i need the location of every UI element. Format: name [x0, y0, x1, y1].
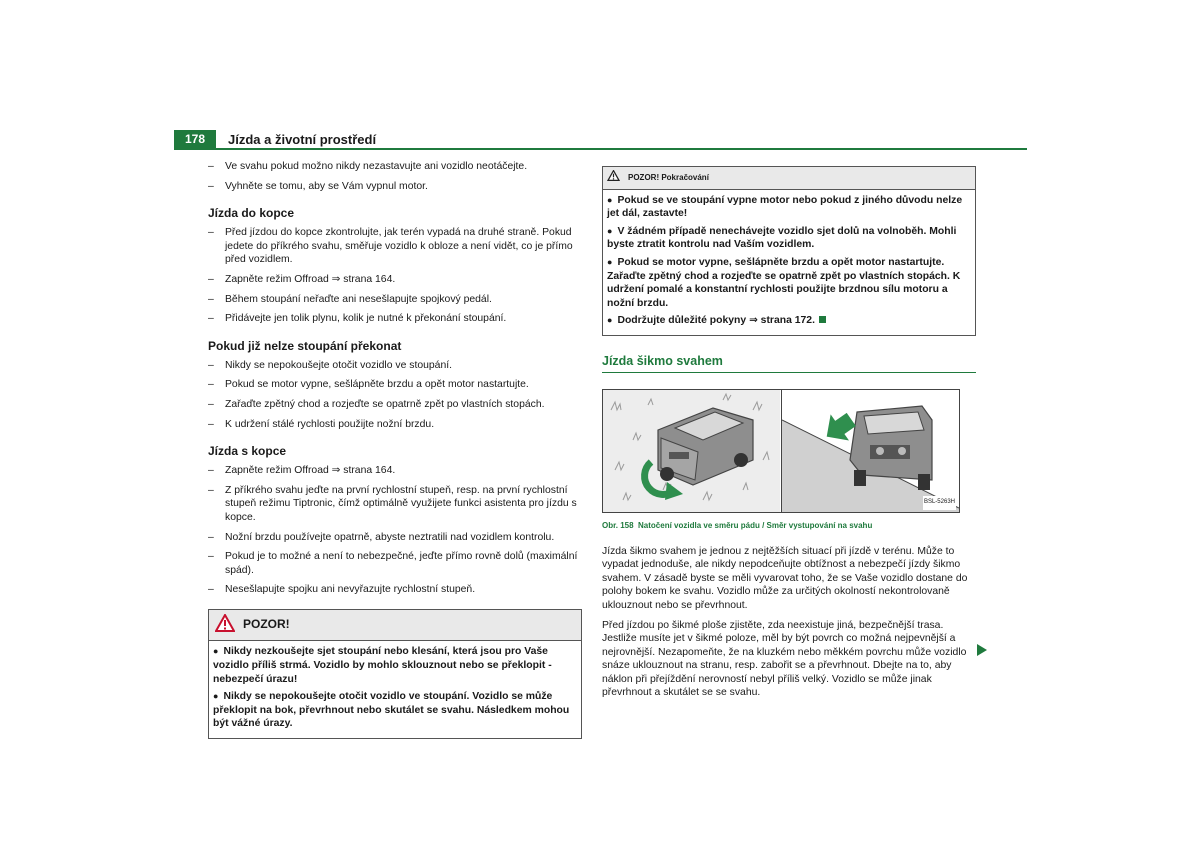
list-item: – Před jízdou do kopce zkontrolujte, jak terén vypadá na druhé straně. Pokud jedete do příkrého svahu, směřuje vozidlo k obloze a není vidět, co je přímo před vozidlem. — [208, 226, 582, 267]
figure-caption: Obr. 158 Natočení vozidla ve směru pádu / Směr vystupování na svahu — [602, 520, 873, 530]
header-rule — [174, 148, 1027, 150]
bullet-icon: ● — [607, 256, 613, 267]
warning-title: POZOR! Pokračování — [628, 173, 709, 182]
page-header-title: Jízda a životní prostředí — [228, 132, 377, 147]
section-rule — [602, 372, 976, 373]
warning-title: POZOR! — [243, 617, 290, 632]
list-item: – Pokud je to možné a není to nebezpečné, jeďte přímo rovně dolů (maximální spád). — [208, 550, 582, 577]
warning-item: ● Dodržujte důležité pokyny ⇒ strana 172. — [607, 314, 971, 328]
warning-continued-box — [602, 166, 976, 336]
continue-arrow-icon — [977, 643, 987, 661]
end-mark-icon — [819, 316, 826, 323]
section-heading-downhill: Jízda s kopce — [208, 444, 287, 459]
list-item: – Pokud se motor vypne, sešlápněte brzdu a opět motor nastartujte. — [208, 378, 582, 392]
paragraph: Jízda šikmo svahem je jednou z nejtěžších situací při jízdě v terénu. Může to vypadat jednoduše, ale nikdy nepodceňujte obtížnost a nebezpečí jízdy šikmo svahem. V zásadě byste se měli vyvarovat toho, že se Vaše vozidlo dostane do polohy bokem ke svahu. Vozidlo může za určitých okolností nekontrolovaně uklouznout nebo se převrhnout. — [602, 545, 968, 611]
warning-triangle-icon — [215, 614, 235, 637]
paragraph: Před jízdou po šikmé ploše zjistěte, zda neexistuje jiná, bezpečnější trasa. Jestliže musíte jet v šikmé poloze, měl by být povrch co možná nejpevnější a nejrovnější. Nezapomeňte, že na kluzkém nebo měkkém povrchu může vozidlo snáze uklouznout na stranu, resp. zabořit se a převrhnout. Dbejte na to, aby náklon při přejíždění nerovností nebyl příliš velký. Vozidlo se může jinak převrhnout a skutálet se se svahu. — [602, 619, 967, 699]
list-item: – Zařaďte zpětný chod a rozjeďte se opatrně zpět po vlastních stopách. — [208, 398, 582, 412]
figure-code: BSL-5263H — [923, 496, 956, 510]
car-on-grass-illustration — [603, 390, 780, 512]
section-heading-cannot-climb: Pokud již nelze stoupání překonat — [208, 338, 402, 353]
page-number: 178 — [174, 130, 216, 149]
list-item: – Vyhněte se tomu, aby se Vám vypnul motor. — [208, 180, 582, 194]
left-column — [208, 160, 582, 739]
warning-item: ● Pokud se ve stoupání vypne motor nebo pokud z jiného důvodu nelze jet dál, zastavte! — [607, 194, 963, 220]
warning-item: ● Nikdy nezkoušejte sjet stoupání nebo klesání, která jsou pro Vaše vozidlo příliš strmá. Vozidlo by mohlo sklouznout nebo se překlopit - nebezpečí úrazu! — [213, 646, 552, 685]
list-item: – Přidávejte jen tolik plynu, kolik je nutné k překonání stoupání. — [208, 312, 582, 326]
warning-item: ● Pokud se motor vypne, sešlápněte brzdu a opět motor nastartujte. Zařaďte zpětný chod a rozjeďte se opatrně zpět po vlastních stopách. K udržení pomalé a konstantní rychlosti použijte brzdnou sílu motoru a nožní brzdu. — [607, 256, 961, 309]
bullet-icon: ● — [607, 225, 613, 236]
right-column — [602, 160, 976, 706]
list-item: – Nesešlapujte spojku ani nevyřazujte rychlostní stupeň. — [208, 583, 582, 597]
warning-box — [208, 609, 582, 739]
section-heading-uphill: Jízda do kopce — [208, 206, 295, 221]
list-item: – K udržení stálé rychlosti použijte nožní brzdu. — [208, 418, 582, 432]
figure-158 — [602, 389, 960, 513]
bullet-icon: ● — [607, 315, 613, 326]
bullet-icon: ● — [213, 691, 219, 702]
figure-panel-turn-downhill — [603, 390, 781, 512]
section-title: Jízda šikmo svahem — [602, 353, 723, 368]
list-item: – Ve svahu pokud možno nikdy nezastavujte ani vozidlo neotáčejte. — [208, 160, 582, 174]
list-item: – Zapněte režim Offroad ⇒ strana 164. — [208, 464, 582, 478]
warning-triangle-icon — [607, 170, 620, 186]
warning-item: ● Nikdy se nepokoušejte otočit vozidlo ve stoupání. Vozidlo se může překlopit na bok, převrhnout nebo skutálet se svahu. Následkem mohou být vážné úrazy. — [213, 691, 570, 730]
list-item: – Zapněte režim Offroad ⇒ strana 164. — [208, 273, 582, 287]
warning-item: ● V žádném případě nenechávejte vozidlo sjet dolů na volnoběh. Mohli byste ztratit kontrolu nad Vaším vozidlem. — [607, 225, 957, 251]
warning-header — [209, 610, 581, 642]
figure-panel-climb-direction — [781, 390, 960, 512]
car-on-slope-illustration — [782, 390, 959, 512]
list-item: – Nikdy se nepokoušejte otočit vozidlo ve stoupání. — [208, 359, 582, 373]
list-item: – Během stoupání neřaďte ani nesešlapujte spojkový pedál. — [208, 293, 582, 307]
list-item: – Z příkrého svahu jeďte na první rychlostní stupeň, resp. na první rychlostní stupeň režimu Tiptronic, čímž optimálně využijete funkci asistenta pro jízdu s kopce. — [208, 484, 582, 525]
bullet-icon: ● — [607, 194, 613, 205]
bullet-icon: ● — [213, 646, 219, 657]
list-item: – Nožní brzdu používejte opatrně, abyste neztratili nad vozidlem kontrolu. — [208, 531, 582, 545]
warning-header — [603, 167, 975, 190]
